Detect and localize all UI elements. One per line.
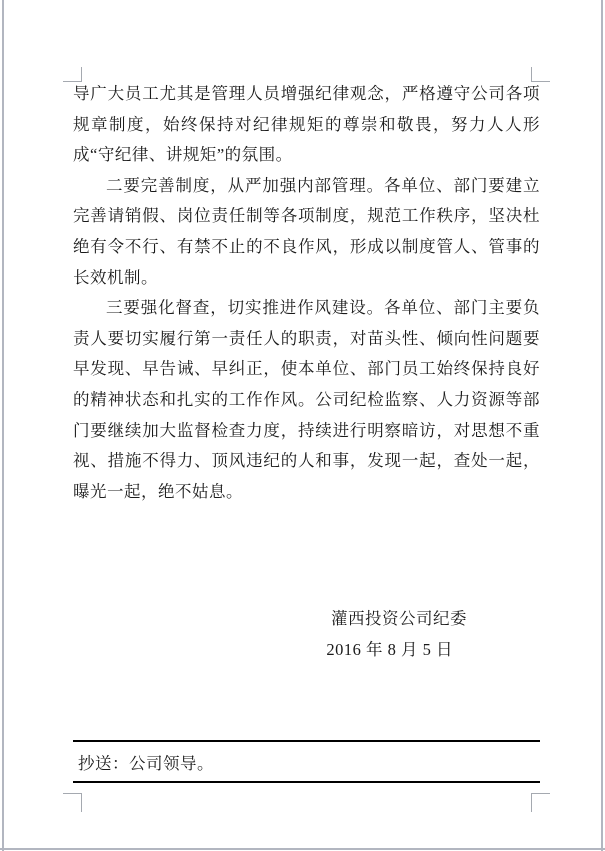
cc-line: 抄送：公司领导。	[78, 753, 214, 773]
signature-issuer: 灌西投资公司纪委	[331, 609, 467, 629]
paragraph-continuation: 导广大员工尤其是管理人员增强纪律观念，严格遵守公司各项规章制度，始终保持对纪律规矩的尊崇和敬畏，努力人人形成“守纪律、讲规矩”的氛围。	[73, 84, 540, 165]
page-edge-bottom	[0, 848, 605, 850]
margin-crop-mark-bottom-right	[531, 793, 550, 812]
page-edge-right	[601, 0, 603, 851]
paragraph-second-point: 二要完善制度，从严加强内部管理。各单位、部门要建立完善请销假、岗位责任制等各项制度，规范工作秩序，坚决杜绝有令不行、有禁不止的不良作风，形成以制度管人、管事的长效机制。	[73, 175, 540, 287]
page-edge-left	[2, 0, 4, 851]
cc-section	[73, 740, 540, 783]
margin-crop-mark-bottom-left	[63, 793, 82, 812]
paragraph-third-point: 三要强化督查，切实推进作风建设。各单位、部门主要负责人要切实履行第一责任人的职责，对苗头性、倾向性问题要早发现、早告诫、早纠正，使本单位、部门员工始终保持良好的精神状态和扎实的工作作风。公司纪检监察、人力资源等部门要继续加大监督检查力度，持续进行明察暗访，对思想不重视、措施不得力、顶风违纪的人和事，发现一起，查处一起，曝光一起，绝不姑息。	[73, 298, 540, 501]
document-body	[73, 79, 540, 666]
signature-date: 2016 年 8 月 5 日	[326, 639, 453, 659]
